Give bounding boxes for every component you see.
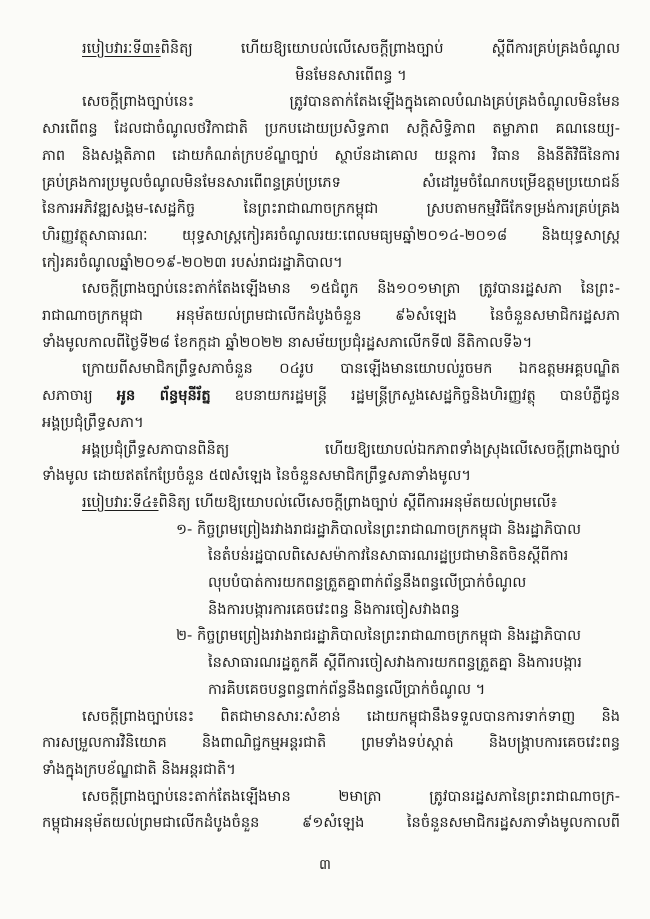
agenda-3-title-line-2: មិនមែនសារពើពន្ធ ។ — [295, 66, 407, 84]
para-3-line-3: អង្គប្រជុំព្រឹទ្ធសភា។ — [42, 413, 144, 431]
agenda-3-label: របៀបវារៈទី៣៖ — [82, 40, 161, 57]
agenda-3-heading — [42, 36, 620, 63]
para-1-line-6: ហិរញ្ញវត្ថុសាធារណៈ យុទ្ធសាស្ត្រកៀរគរចំណូលរយៈពេលមធ្យមឆ្នាំ២០១៤-២០១៨ និងយុទ្ធសាស្ត្រ — [42, 226, 620, 244]
item-2-line-3: ការគិបគេចបន្ធពន្ធពាក់ព័ន្ធនឹងពន្ធលើប្រាក់ចំណូល ។ — [208, 680, 486, 698]
para-3-line-2 — [42, 383, 620, 410]
para-3-line-1: ក្រោយពីសមាជិកព្រឹទ្ធសភាចំនួន ០៤រូប បានឡើងមានយោបល់រួចមក ឯកឧត្តមអគ្គបណ្ឌិត — [82, 360, 620, 378]
item-2-line-1: ២- កិច្ចព្រមព្រៀងរវាងរាជរដ្ឋាភិបាលនៃព្រះរាជាណាចក្រកម្ពុជា និងរដ្ឋាភិបាល — [176, 627, 582, 645]
page-body — [42, 36, 620, 837]
para-1-line-4: គ្រប់គ្រងការប្រមូលចំណូលមិនមែនសារពើពន្ធគ្រប់ប្រភេទ សំដៅរួមចំណែកបម្រើឧត្តមប្រយោជន៍ — [42, 173, 620, 191]
para-6-line-2: កម្ពុជាអនុម័តយល់ព្រមជាលើកដំបូងចំនួន ៩១សំឡេង នៃចំនួនសមាជិករដ្ឋសភាទាំងមូលកាលពី — [42, 814, 620, 832]
item-1-line-4: និងការបង្ការការគេចវេះពន្ធ និងការចៀសវាងពន្ធ — [208, 600, 460, 618]
para-6-line-1: សេចក្តីព្រាងច្បាប់នេះតាក់តែងឡើងមាន ២មាត្រា ត្រូវបានរដ្ឋសភានៃព្រះរាជាណាចក្រ- — [82, 787, 620, 805]
para-4-line-1: អង្គប្រជុំព្រឹទ្ធសភាបានពិនិត្យ ហើយឱ្យយោបល់ឯកភាពទាំងស្រុងលើសេចក្តីព្រាងច្បាប់ — [82, 440, 620, 458]
item-2-line-2: នៃសាធារណរដ្ឋតួកគី ស្តីពីការចៀសវាងការយកពន្ធត្រួតគ្នា និងការបង្ការ — [208, 654, 582, 672]
para-5-line-3: ទាំងក្នុងក្របខ័ណ្ឌជាតិ និងអន្តរជាតិ។ — [42, 760, 236, 778]
para-2-line-1: សេចក្តីព្រាងច្បាប់នេះតាក់តែងឡើងមាន ១៥ជំពូក និង១០១មាត្រា ត្រូវបានរដ្ឋសភា នៃព្រះ- — [82, 280, 620, 298]
para-1-line-1: សេចក្តីព្រាងច្បាប់នេះ ត្រូវបានតាក់តែងឡើងក្នុងគោលបំណងគ្រប់គ្រងចំណូលមិនមែន — [82, 93, 620, 111]
agenda-3-title-line-1: ពិនិត្យ ហើយឱ្យយោបល់លើសេចក្តីព្រាងច្បាប់ ស្តីពីការគ្រប់គ្រងចំណូល — [160, 40, 620, 57]
agenda-4-title: ពិនិត្យ ហើយឱ្យយោបល់លើសេចក្តីព្រាងច្បាប់ ស្តីពីការអនុម័តយល់ព្រមលើ៖ — [158, 493, 557, 511]
para-1-line-3: ភាព និងសង្គតិភាព ដោយកំណត់ក្របខ័ណ្ឌច្បាប់ ស្ថាប័នដាគោល យន្តការ វិធាន និងនីតិវិធីនៃការ — [42, 146, 620, 164]
para-5-line-1: សេចក្តីព្រាងច្បាប់នេះ ពិតជាមានសារៈសំខាន់ ដោយកម្ពុជានឹងទទួលបានការទាក់ទាញ និង — [82, 707, 620, 725]
para-1-line-7: កៀរគរចំណូលឆ្នាំ២០១៩-២០២៣ របស់រាជរដ្ឋាភិបាល។ — [42, 253, 343, 271]
page-number: ៣ — [319, 857, 331, 873]
minister-name: អូន ព័ន្ធមុនីរ័ត្ន — [116, 387, 211, 405]
para-5-line-2: ការសម្រួលការវិនិយោគ និងពាណិជ្ជកម្មអន្តរជាតិ ព្រមទាំងទប់ស្កាត់ និងបង្ក្រាបការគេចវេះពន្ធ — [42, 734, 620, 752]
para-2-line-3: ទាំងមូលកាលពីថ្ងៃទី២៨ ខែកក្កដា ឆ្នាំ២០២២ នាសម័យប្រជុំរដ្ឋសភាលើកទី៧ នីតិកាលទី៦។ — [42, 333, 533, 351]
para-1-line-2: សារពើពន្ធ ដែលជាចំណូលថវិកាជាតិ ប្រកបដោយប្រសិទ្ធភាព សក្តិសិទ្ធិភាព តម្លាភាព គណនេយ្យ- — [42, 120, 620, 138]
para-3-line-2-start: សភាចារ្យ — [42, 387, 93, 405]
para-4-line-2: ទាំងមូល ដោយឥតកែប្រែចំនួន ៥៧សំឡេង នៃចំនួនសមាជិកព្រឹទ្ធសភាទាំងមូល។ — [42, 467, 471, 485]
para-1-line-5: នៃការអភិវឌ្ឍសង្គម-សេដ្ឋកិច្ច នៃព្រះរាជាណាចក្រកម្ពុជា ស្របតាមកម្មវិធីកែទម្រង់ការគ្រប់គ្រង — [42, 200, 620, 218]
agenda-4-label: របៀបវារៈទី៤៖ — [82, 493, 159, 511]
agenda-4-heading — [42, 490, 620, 517]
para-3-line-2-end: ឧបនាយករដ្ឋមន្ត្រី រដ្ឋមន្ត្រីក្រសួងសេដ្ឋកិច្ចនិងហិរញ្ញវត្ថុ បានបំភ្លឺជូន — [210, 387, 620, 405]
item-1-line-1: ១- កិច្ចព្រមព្រៀងរវាងរាជរដ្ឋាភិបាលនៃព្រះរាជាណាចក្រកម្ពុជា និងរដ្ឋាភិបាល — [176, 520, 582, 538]
item-1-line-2: នៃតំបន់រដ្ឋបាលពិសេសម៉ាកាវនៃសាធារណរដ្ឋប្រជាមានិតចិនស្តីពីការ — [208, 547, 569, 565]
para-2-line-2: រាជាណាចក្រកម្ពុជា អនុម័តយល់ព្រមជាលើកដំបូងចំនួន ៩៦សំឡេង នៃចំនួនសមាជិករដ្ឋសភា — [42, 307, 620, 325]
item-1-line-3: លុបបំបាត់ការយកពន្ធត្រួតគ្នាពាក់ព័ន្ធនឹងពន្ធលើប្រាក់ចំណូល — [208, 574, 527, 592]
